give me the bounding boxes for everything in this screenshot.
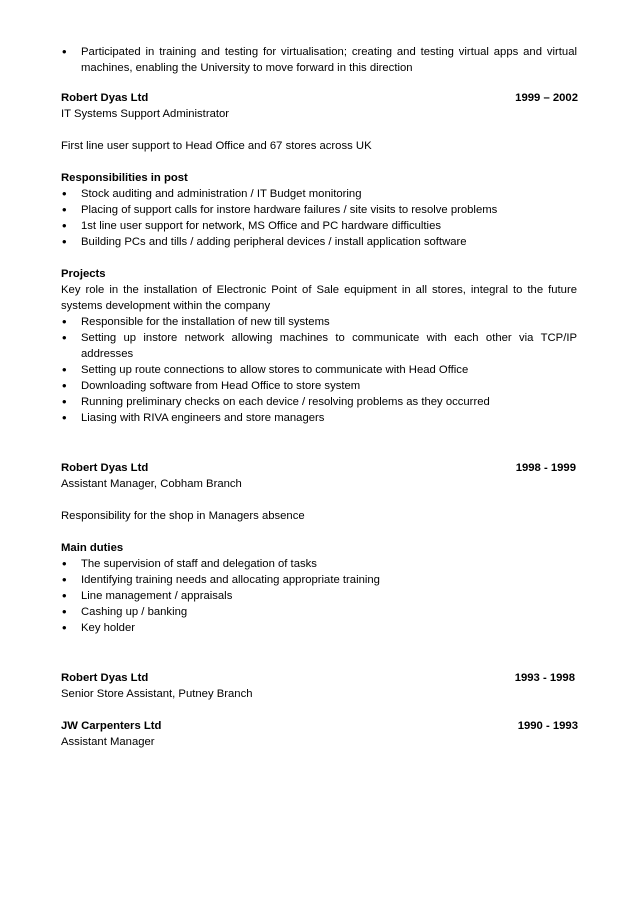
- list-item: • The supervision of staff and delegation of tasks: [61, 556, 577, 572]
- job-title: Senior Store Assistant, Putney Branch: [61, 688, 253, 700]
- list-item: • Stock auditing and administration / IT Budget monitoring: [61, 186, 577, 202]
- cv-page: [61, 44, 577, 750]
- job-summary: Responsibility for the shop in Managers absence: [61, 510, 305, 522]
- job-summary: First line user support to Head Office and 67 stores across UK: [61, 140, 372, 152]
- list-item: • Key holder: [61, 620, 577, 636]
- projects-heading: Projects: [61, 268, 106, 280]
- job-header: [61, 90, 577, 106]
- company-name: Robert Dyas Ltd: [61, 462, 149, 474]
- list-item: • Running preliminary checks on each device / resolving problems as they occurred: [61, 394, 577, 410]
- job-title: Assistant Manager, Cobham Branch: [61, 478, 242, 490]
- company-name: Robert Dyas Ltd: [61, 92, 149, 104]
- job-years: 1990 - 1993: [517, 720, 578, 732]
- list-item: • Line management / appraisals: [61, 588, 577, 604]
- job-title: Assistant Manager: [61, 736, 155, 748]
- projects-list: [61, 314, 577, 426]
- job-header: [61, 718, 577, 734]
- company-name: JW Carpenters Ltd: [61, 720, 162, 732]
- list-item: • Identifying training needs and allocating appropriate training: [61, 572, 577, 588]
- list-item: • Cashing up / banking: [61, 604, 577, 620]
- job-header: [61, 460, 577, 476]
- intro-bullet-list: [61, 44, 577, 76]
- list-item: • Setting up route connections to allow stores to communicate with Head Office: [61, 362, 577, 378]
- list-item: • Placing of support calls for instore hardware failures / site visits to resolve problems: [61, 202, 577, 218]
- list-item: • Participated in training and testing for virtualisation; creating and testing virtual apps and virtual machines, enabling the University to move forward in this direction: [61, 44, 577, 76]
- responsibilities-heading: Responsibilities in post: [61, 172, 188, 184]
- job-header: [61, 670, 577, 686]
- job-entry-robert-dyas-it: [61, 90, 577, 426]
- job-entry-jw-carpenters: [61, 718, 577, 750]
- job-years: 1993 - 1998: [514, 672, 575, 684]
- list-item: • Building PCs and tills / adding peripheral devices / install application software: [61, 234, 577, 250]
- list-item: • Setting up instore network allowing machines to communicate with each other via TCP/IP addresses: [61, 330, 577, 362]
- list-item: • Downloading software from Head Office to store system: [61, 378, 577, 394]
- job-title: IT Systems Support Administrator: [61, 108, 230, 120]
- job-years: 1998 - 1999: [515, 462, 576, 474]
- duties-list: [61, 556, 577, 636]
- job-entry-robert-dyas-putney: [61, 670, 577, 702]
- duties-heading: Main duties: [61, 542, 124, 554]
- list-item: • Liasing with RIVA engineers and store managers: [61, 410, 577, 426]
- projects-intro: Key role in the installation of Electronic Point of Sale equipment in all stores, integral to the future systems development within the company: [61, 284, 577, 312]
- responsibilities-list: [61, 186, 577, 250]
- list-item: • Responsible for the installation of new till systems: [61, 314, 577, 330]
- company-name: Robert Dyas Ltd: [61, 672, 149, 684]
- list-item: • 1st line user support for network, MS Office and PC hardware difficulties: [61, 218, 577, 234]
- job-entry-robert-dyas-cobham: [61, 460, 577, 636]
- job-years: 1999 – 2002: [515, 92, 578, 104]
